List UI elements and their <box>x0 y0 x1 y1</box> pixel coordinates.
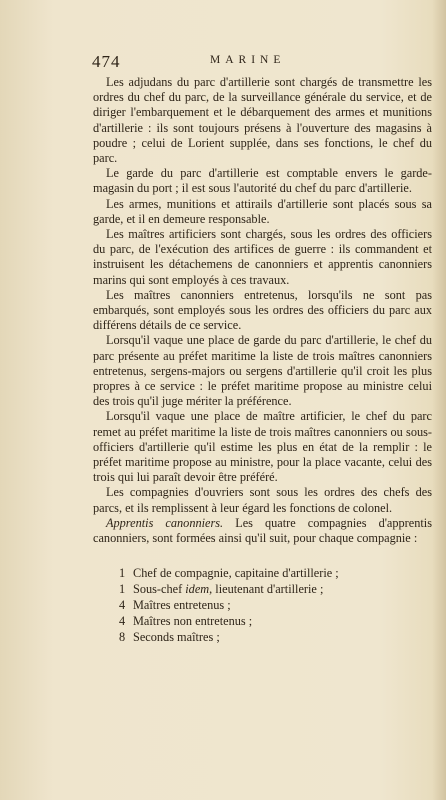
list-item <box>119 565 432 581</box>
list-item-count: 4 <box>119 614 126 629</box>
paragraph: Lorsqu'il vaque une place de maître artificier, le chef du parc remet au préfet maritime la liste de trois maîtres canonniers ou sous-officiers d'artillerie qu'il estime les plus en état de la remplir : le préfet maritime propose au ministre, pour la place vacante, celui des trois qui lui paraît devoir être préféré. <box>93 409 432 485</box>
list-item <box>119 613 432 629</box>
list-item-text: Sous-chef <box>133 582 186 597</box>
list-item <box>119 597 432 613</box>
list-item-text: Maîtres non entretenus ; <box>133 614 253 629</box>
running-head: MARINE <box>210 54 286 66</box>
body-text <box>93 75 432 645</box>
paragraph: Les armes, munitions et attirails d'artillerie sont placés sous sa garde, et il en demeure responsable. <box>93 196 432 226</box>
paragraph: Le garde du parc d'artillerie est comptable envers le garde-magasin du port ; il est sous l'autorité du chef du parc d'artillerie. <box>93 166 432 196</box>
paragraph: Les maîtres canonniers entretenus, lorsqu'ils ne sont pas embarqués, sont employés sous les ordres des officiers du parc aux différens détails de ce service. <box>93 287 432 333</box>
page-header <box>92 52 426 72</box>
list-item-text: Seconds maîtres ; <box>133 630 220 645</box>
list-item-count: 4 <box>119 598 126 613</box>
list-item-count: 1 <box>119 566 126 581</box>
page-number: 474 <box>92 52 121 71</box>
list-item-text: Chef de compagnie, capitaine d'artillerie ; <box>133 566 339 581</box>
composition-list <box>93 565 432 645</box>
paragraph: Les compagnies d'ouvriers sont sous les ordres des chefs des parcs, et ils remplissent à leur égard les fonctions de colonel. <box>93 485 432 515</box>
list-item-count: 8 <box>119 630 126 645</box>
apprentis-paragraph <box>93 516 432 546</box>
paragraph: Les maîtres artificiers sont chargés, sous les ordres des officiers du parc, de l'exécution des artifices de guerre : ils commandent et instruisent les détachemens de canonniers et apprentis canonniers marins qui sont employés à ces travaux. <box>93 227 432 287</box>
list-item-text-after: , lieutenant d'artillerie ; <box>209 582 324 597</box>
list-item <box>119 629 432 645</box>
list-item-italic: idem <box>185 582 210 597</box>
apprentis-text: Les quatre compagnies d'apprentis canonniers, sont formées ainsi qu'il suit, pour chaque compagnie : <box>93 515 433 546</box>
list-item-count: 1 <box>119 582 126 597</box>
apprentis-heading: Apprentis canonniers. <box>106 515 224 530</box>
list-item-text: Maîtres entretenus ; <box>133 598 231 613</box>
paragraph: Les adjudans du parc d'artillerie sont chargés de transmettre les ordres du chef du parc, de la surveillance générale du service, et de diriger l'embarquement et le débarquement des armes et munitions d'artillerie : ils sont toujours présens à l'ouverture des magasins à poudre ; celui de Lorient supplée, dans ses fonctions, le chef du parc. <box>93 75 432 166</box>
paragraph: Lorsqu'il vaque une place de garde du parc d'artillerie, le chef du parc présente au préfet maritime la liste de trois maîtres canonniers entretenus, sergens-majors ou sergens d'artillerie qu'il croit les plus propres à ce service : le préfet maritime propose au ministre celui des trois qu'il juge mériter la préférence. <box>93 333 432 409</box>
list-item <box>119 581 432 597</box>
